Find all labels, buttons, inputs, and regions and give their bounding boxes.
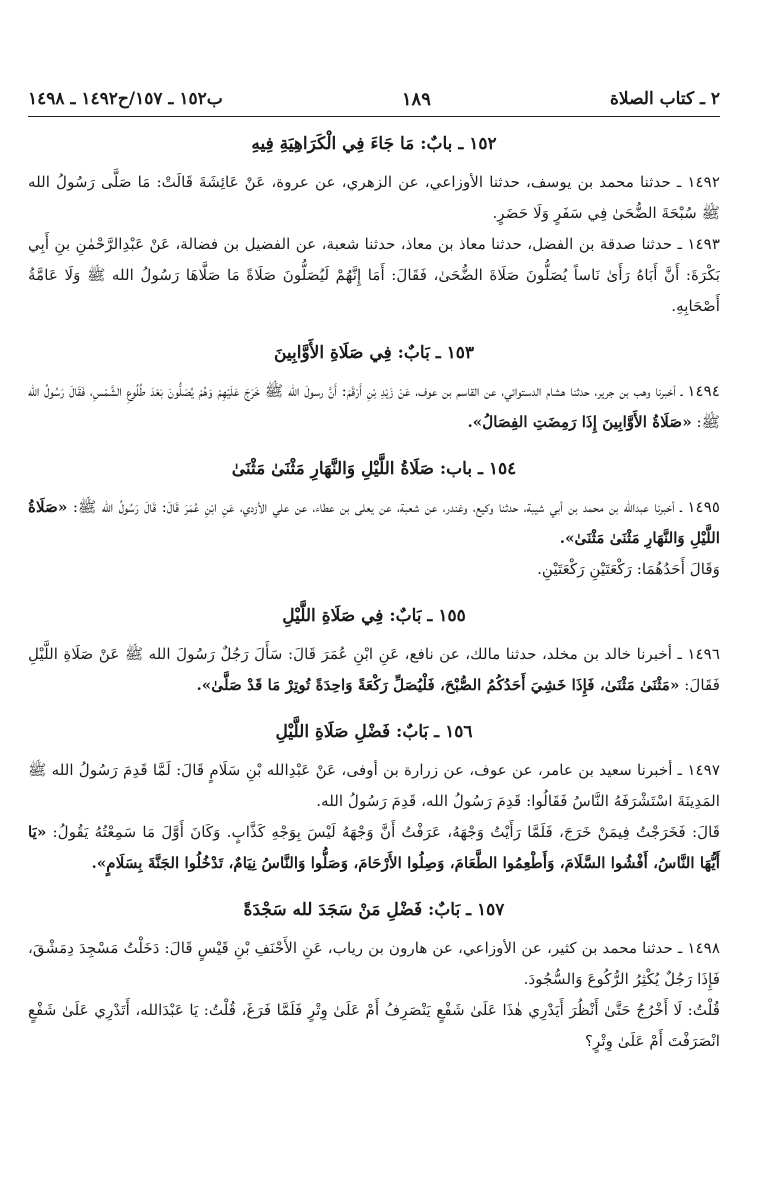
- book-page: [28, 84, 720, 1135]
- hadith-paragraph: ١٤٩٧ ـ أخبرنا سعيد بن عامر، عن عوف، عن زرارة بن أوفى، عَنْ عَبْدِالله بْنِ سَلَامٍ قَالَ: لَمَّا قَدِمَ رَسُولُ الله ﷺ المَدِينَةَ اسْتَشْرَفَهُ النَّاسُ فَقَالُوا: قَدِمَ رَسُولُ الله، قَدِمَ رَسُولُ الله.: [28, 761, 720, 810]
- hadith-paragraph: ١٤٩٢ ـ حدثنا محمد بن يوسف، حدثنا الأوزاعي، عن الزهري، عن عروة، عَنْ عَائِشَةَ قَالَتْ: مَا صَلَّى رَسُولُ الله ﷺ سُبْحَةَ الضُّحَىٰ فِي سَفَرٍ وَلَا حَضَرٍ.: [28, 173, 720, 222]
- chapter-heading: ١٥٥ ـ بَابٌ: فِي صَلَاةِ اللَّيْلِ: [282, 606, 466, 626]
- hadith-paragraph: ١٤٩٨ ـ حدثنا محمد بن كثير، عن الأوزاعي، عن هارون بن رياب، عَنِ الأَحْنَفِ بْنِ قَيْسٍ قَالَ: دَخَلْتُ مَسْجِدَ دِمَشْقَ، فَإِذَا رَجُلٌ يُكْثِرُ الرُّكُوعَ وَالسُّجُودَ.: [28, 939, 720, 988]
- hadith-paragraph: ١٤٩٦ ـ أخبرنا خالد بن مخلد، حدثنا مالك، عن نافع، عَنِ ابْنِ عُمَرَ قَالَ: سَأَلَ رَجُلٌ رَسُولَ الله ﷺ عَنْ صَلَاةِ اللَّيْلِ فَقَالَ: «مَثْنَىٰ مَثْنَىٰ، فَإِذَا خَشِيَ أَحَدُكُمُ الصُّبْحَ، فَلْيُصَلِّ رَكْعَةً وَاحِدَةً تُوتِرْ مَا قَدْ صَلَّىٰ».: [28, 645, 720, 694]
- hadith-paragraph: ١٤٩٤ ـ أخبرنا وهب بن جرير، حدثنا هشام الدستوائي، عن القاسم بن عوف، عَنْ زَيْدِ بْنِ أَرْقَمَ: أَنَّ رسولَ الله ﷺ خَرَجَ عَلَيْهِمْ وَهُمْ يُصَلُّونَ بَعْدَ طُلُوعِ الشَّمْسِ، فَقَالَ رَسُولُ الله ﷺ: «صَلَاةُ الأَوَّابِينَ إِذَا رَمِضَتِ الفِصَالُ».: [28, 382, 720, 431]
- prophetic-quote: «صَلَاةُ اللَّيْلِ وَالنَّهَارِ مَثْنَىٰ مَثْنَىٰ».: [28, 498, 720, 547]
- page-number: ١٨٩: [401, 88, 431, 110]
- page-header: [28, 84, 720, 114]
- prophetic-quote: «مَثْنَىٰ مَثْنَىٰ، فَإِذَا خَشِيَ أَحَدُكُمُ الصُّبْحَ، فَلْيُصَلِّ رَكْعَةً وَاحِدَةً تُوتِرْ مَا قَدْ صَلَّىٰ».: [196, 676, 680, 694]
- hadith-paragraph: ١٤٩٣ ـ حدثنا صدقة بن الفضل، حدثنا معاذ بن معاذ، حدثنا شعبة، عن الفضيل بن فضالة، عَنْ عَبْدِالرَّحْمٰنِ بنِ أَبِي بَكْرَةَ: أَنَّ أَبَاهُ رَأَىٰ نَاساً يُصَلُّونَ صَلَاةَ الضُّحَىٰ، فَقَالَ: أَمَا إِنَّهُمْ لَيُصَلُّونَ صَلَاةً مَا صَلَّاهَا رَسُولُ الله ﷺ وَلَا عَامَّةُ أَصْحَابِهِ.: [28, 235, 720, 315]
- chapter-heading: ١٥٢ ـ بابٌ: مَا جَاءَ فِي الْكَرَاهِيَةِ فِيهِ: [251, 134, 497, 154]
- hadith-paragraph: قُلْتُ: لَا أَخْرُجُ حَتَّىٰ أَنْظُرَ أَيَدْرِي هٰذَا عَلَىٰ شَفْعٍ يَنْصَرِفُ أَمْ عَلَىٰ وِتْرٍ فَلَمَّا فَرَغَ، قُلْتُ: يَا عَبْدَالله، أَتَدْرِي عَلَىٰ شَفْعٍ انْصَرَفْتَ أَمْ عَلَىٰ وِتْرٍ؟: [28, 1001, 720, 1050]
- chapter-heading: ١٥٦ ـ بَابٌ: فَضْلِ صَلَاةِ اللَّيْلِ: [275, 722, 473, 742]
- chapter-heading: ١٥٧ ـ بَابٌ: فَضْلِ مَنْ سَجَدَ لله سَجْدَةً: [243, 900, 505, 920]
- chapter-heading: ١٥٤ ـ باب: صَلَاةُ اللَّيْلِ وَالنَّهَارِ مَثْنَىٰ مَثْنَىٰ: [231, 459, 517, 479]
- header-rule: [28, 116, 720, 117]
- book-title: ٢ ـ كتاب الصلاة: [610, 89, 720, 109]
- hadith-paragraph: وَقَالَ أَحَدُهُمَا: رَكْعَتَيْنِ رَكْعَتَيْنِ.: [537, 560, 720, 578]
- prophetic-quote: «يَا أَيُّهَا النَّاسُ، أَفْشُوا السَّلَامَ، وَأَطْعِمُوا الطَّعَامَ، وَصِلُوا الأَرْحَامَ، وَصَلُّوا وَالنَّاسُ نِيَامٌ، تَدْخُلُوا الجَنَّةَ بِسَلَامٍ».: [28, 823, 720, 872]
- prophetic-quote: «صَلَاةُ الأَوَّابِينَ إِذَا رَمِضَتِ الفِصَالُ».: [467, 413, 692, 431]
- hadith-paragraph: ١٤٩٥ ـ أخبرنا عبدالله بن محمد بن أبي شيبة، حدثنا وكيع، وغندر، عن شعبة، عن يعلى بن عطاء، عن علي الأزدي، عَنِ ابْنِ عُمَرَ قَالَ: قَالَ رَسُولُ الله ﷺ: «صَلَاةُ اللَّيْلِ وَالنَّهَارِ مَثْنَىٰ مَثْنَىٰ».: [28, 498, 721, 547]
- hadith-paragraph: قَالَ: فَخَرَجْتُ فِيمَنْ خَرَجَ، فَلَمَّا رَأَيْتُ وَجْهَهُ، عَرَفْتُ أَنَّ وَجْهَهُ لَيْسَ بِوَجْهِ كَذَّابٍ. وَكَانَ أَوَّلَ مَا سَمِعْتُهُ يَقُولُ: «يَا أَيُّهَا النَّاسُ، أَفْشُوا السَّلَامَ، وَأَطْعِمُوا الطَّعَامَ، وَصِلُوا الأَرْحَامَ، وَصَلُّوا وَالنَّاسُ نِيَامٌ، تَدْخُلُوا الجَنَّةَ بِسَلَامٍ».: [28, 823, 720, 872]
- chapter-heading: ١٥٣ ـ بَابٌ: فِي صَلَاةِ الأَوَّابِينَ: [273, 343, 475, 363]
- chapter-hadith-range: ب١٥٢ ـ ١٥٧/ح١٤٩٢ ـ ١٤٩٨: [28, 89, 223, 109]
